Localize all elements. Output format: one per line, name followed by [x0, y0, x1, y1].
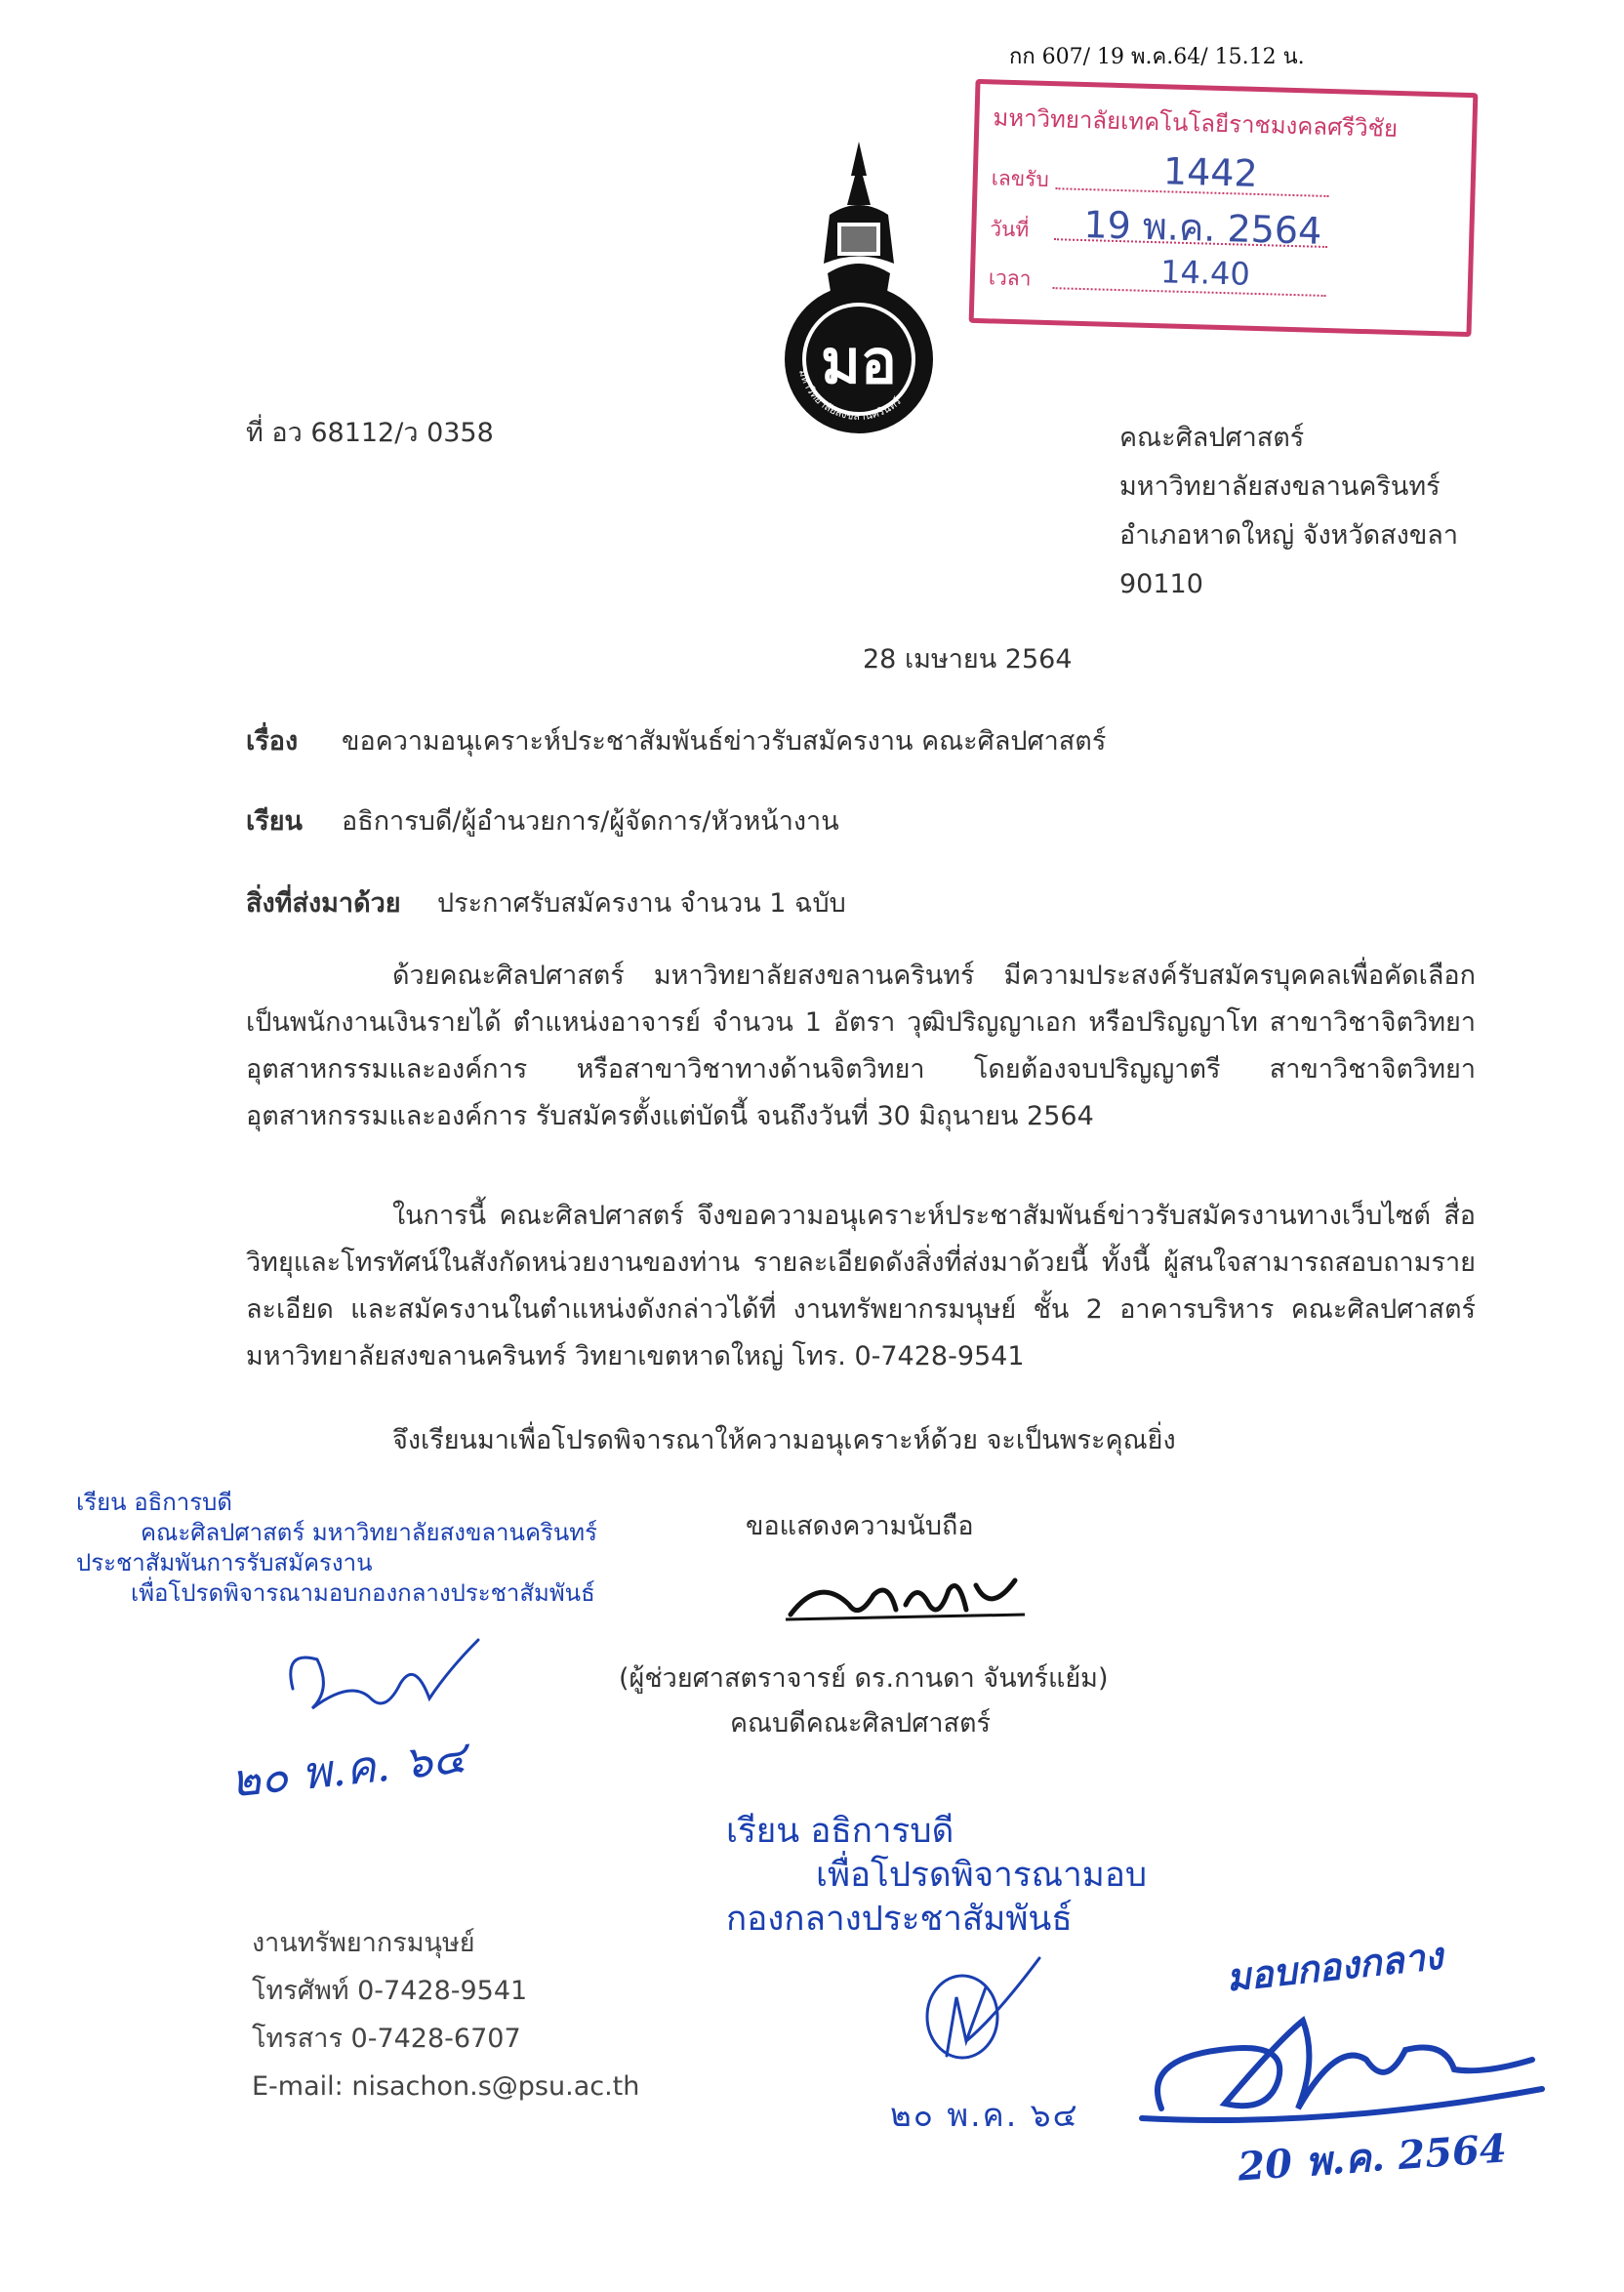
sender-line-1: คณะศิลปศาสตร์ [1119, 423, 1305, 453]
note-left [76, 1488, 597, 1609]
subject-text: ขอความอนุเคราะห์ประชาสัมพันธ์ข่าวรับสมัครงาน คณะศิลปศาสตร์ [342, 726, 1107, 757]
note-left-line-3: ประชาสัมพันการรับสมัครงาน [76, 1549, 373, 1576]
note-middle-line-2: เพื่อโปรดพิจารณามอบ [816, 1856, 1148, 1895]
subject-row [246, 722, 1106, 761]
enclosure-row [246, 884, 846, 923]
note-left-line-1: เรียน อธิการบดี [76, 1489, 232, 1516]
signer-name: (ผู้ช่วยศาสตราจารย์ ดร.กานดา จันทร์แย้ม) [619, 1663, 1109, 1694]
stamp-date-label: วันที่ [989, 217, 1030, 242]
note-left-line-2: คณะศิลปศาสตร์ มหาวิทยาลัยสงขลานครินทร์ [141, 1519, 597, 1546]
stamp-date-value: 19 พ.ค. 2564 [1082, 203, 1322, 253]
note-middle-date: ๒๐ พ.ค. ๖๔ [890, 2096, 1079, 2134]
letter-date: 28 เมษายน 2564 [863, 644, 1073, 675]
note-right-date: 20 พ.ค. 2564 [1236, 2125, 1509, 2190]
contact-unit: งานทรัพยากรมนุษย์ [252, 1928, 475, 1958]
reception-stamp [969, 79, 1479, 337]
enclosure-label: สิ่งที่ส่งมาด้วย [246, 888, 401, 919]
to-label: เรียน [246, 806, 304, 837]
sender-line-3: อำเภอหาดใหญ่ จังหวัดสงขลา [1119, 520, 1459, 551]
sender-address [1119, 414, 1458, 609]
note-middle-line-3: กองกลางประชาสัมพันธ์ [726, 1900, 1073, 1939]
subject-label: เรื่อง [246, 726, 299, 757]
dean-signature [781, 1566, 1035, 1634]
signer-title: คณบดีคณะศิลปศาสตร์ [730, 1708, 992, 1739]
emblem-monogram: มอ [820, 326, 898, 397]
sender-line-4: 90110 [1119, 569, 1203, 599]
to-row [246, 802, 839, 841]
contact-fax: โทรสาร 0-7428-6707 [252, 2024, 521, 2054]
closing-request: จึงเรียนมาเพื่อโปรดพิจารณาให้ความอนุเคราะห์ด้วย จะเป็นพระคุณยิ่ง [392, 1425, 1176, 1455]
contact-email: E-mail: nisachon.s@psu.ac.th [252, 2071, 640, 2102]
body-paragraph-2: ในการนี้ คณะศิลปศาสตร์ จึงขอความอนุเคราะห์ประชาสัมพันธ์ข่าวรับสมัครงานทางเว็บไซต์ สื่อวิทยุและโทรทัศน์ในสังกัดหน่วยงานของท่าน รายละเอียดดังสิ่งที่ส่งมาด้วยนี้ ทั้งนี้ ผู้สนใจสามารถสอบถามรายละเอียด และสมัครงานในตำแหน่งดังกล่าวได้ที่ งานทรัพยากรมนุษย์ ชั้น 2 อาคารบริหาร คณะศิลปศาสตร์ มหาวิทยาลัยสงขลานครินทร์ วิทยาเขตหาดใหญ่ โทร. 0-7428-9541 [246, 1201, 1476, 1371]
doc-number: ที่ อว 68112/ว 0358 [246, 418, 494, 448]
stamp-org: มหาวิทยาลัยเทคโนโลยีราชมงคลศรีวิชัย [993, 103, 1399, 143]
note-right-text: มอบกองกลาง [1224, 1933, 1445, 2000]
contact-block [252, 1919, 639, 2110]
to-text: อธิการบดี/ผู้อำนวยการ/ผู้จัดการ/หัวหน้างาน [342, 806, 839, 837]
note-left-date: ๒๐ พ.ค. ๖๔ [227, 1730, 469, 1808]
note-middle [726, 1810, 1147, 1942]
note-middle-signature [908, 1948, 1054, 2085]
stamp-no-value: 1442 [1162, 149, 1259, 195]
university-emblem [769, 137, 949, 439]
enclosure-text: ประกาศรับสมัครงาน จำนวน 1 ฉบับ [437, 888, 846, 919]
stamp-no-label: เลขรับ [991, 166, 1050, 191]
header-receipt-note: กก 607/ 19 พ.ค.64/ 15.12 น. [1009, 45, 1305, 69]
body-paragraph-1: ด้วยคณะศิลปศาสตร์ มหาวิทยาลัยสงขลานครินทร์ มีความประสงค์รับสมัครบุคคลเพื่อคัดเลือกเป็นพนักงานเงินรายได้ ตำแหน่งอาจารย์ จำนวน 1 อัตรา วุฒิปริญญาเอก หรือปริญญาโท สาขาวิชาจิตวิทยาอุตสาหกรรมและองค์การ หรือสาขาวิชาทางด้านจิตวิทยา โดยต้องจบปริญญาตรี สาขาวิชาจิตวิทยาอุตสาหกรรมและองค์การ รับสมัครตั้งแต่บัดนี้ จนถึงวันที่ 30 มิถุนายน 2564 [246, 961, 1476, 1131]
emblem-ring-text: มหาวิทยาลัยสงขลานครินทร์ [796, 368, 904, 424]
sender-line-2: มหาวิทยาลัยสงขลานครินทร์ [1119, 471, 1441, 502]
emblem-icon [769, 137, 949, 439]
note-left-line-4: เพื่อโปรดพิจารณามอบกองกลางประชาสัมพันธ์ [131, 1579, 595, 1607]
note-middle-line-1: เรียน อธิการบดี [726, 1812, 954, 1851]
stamp-time-label: เวลา [988, 266, 1032, 291]
contact-phone: โทรศัพท์ 0-7428-9541 [252, 1976, 528, 2006]
stamp-time-value: 14.40 [1159, 253, 1251, 293]
closing-salutation: ขอแสดงความนับถือ [746, 1511, 974, 1541]
